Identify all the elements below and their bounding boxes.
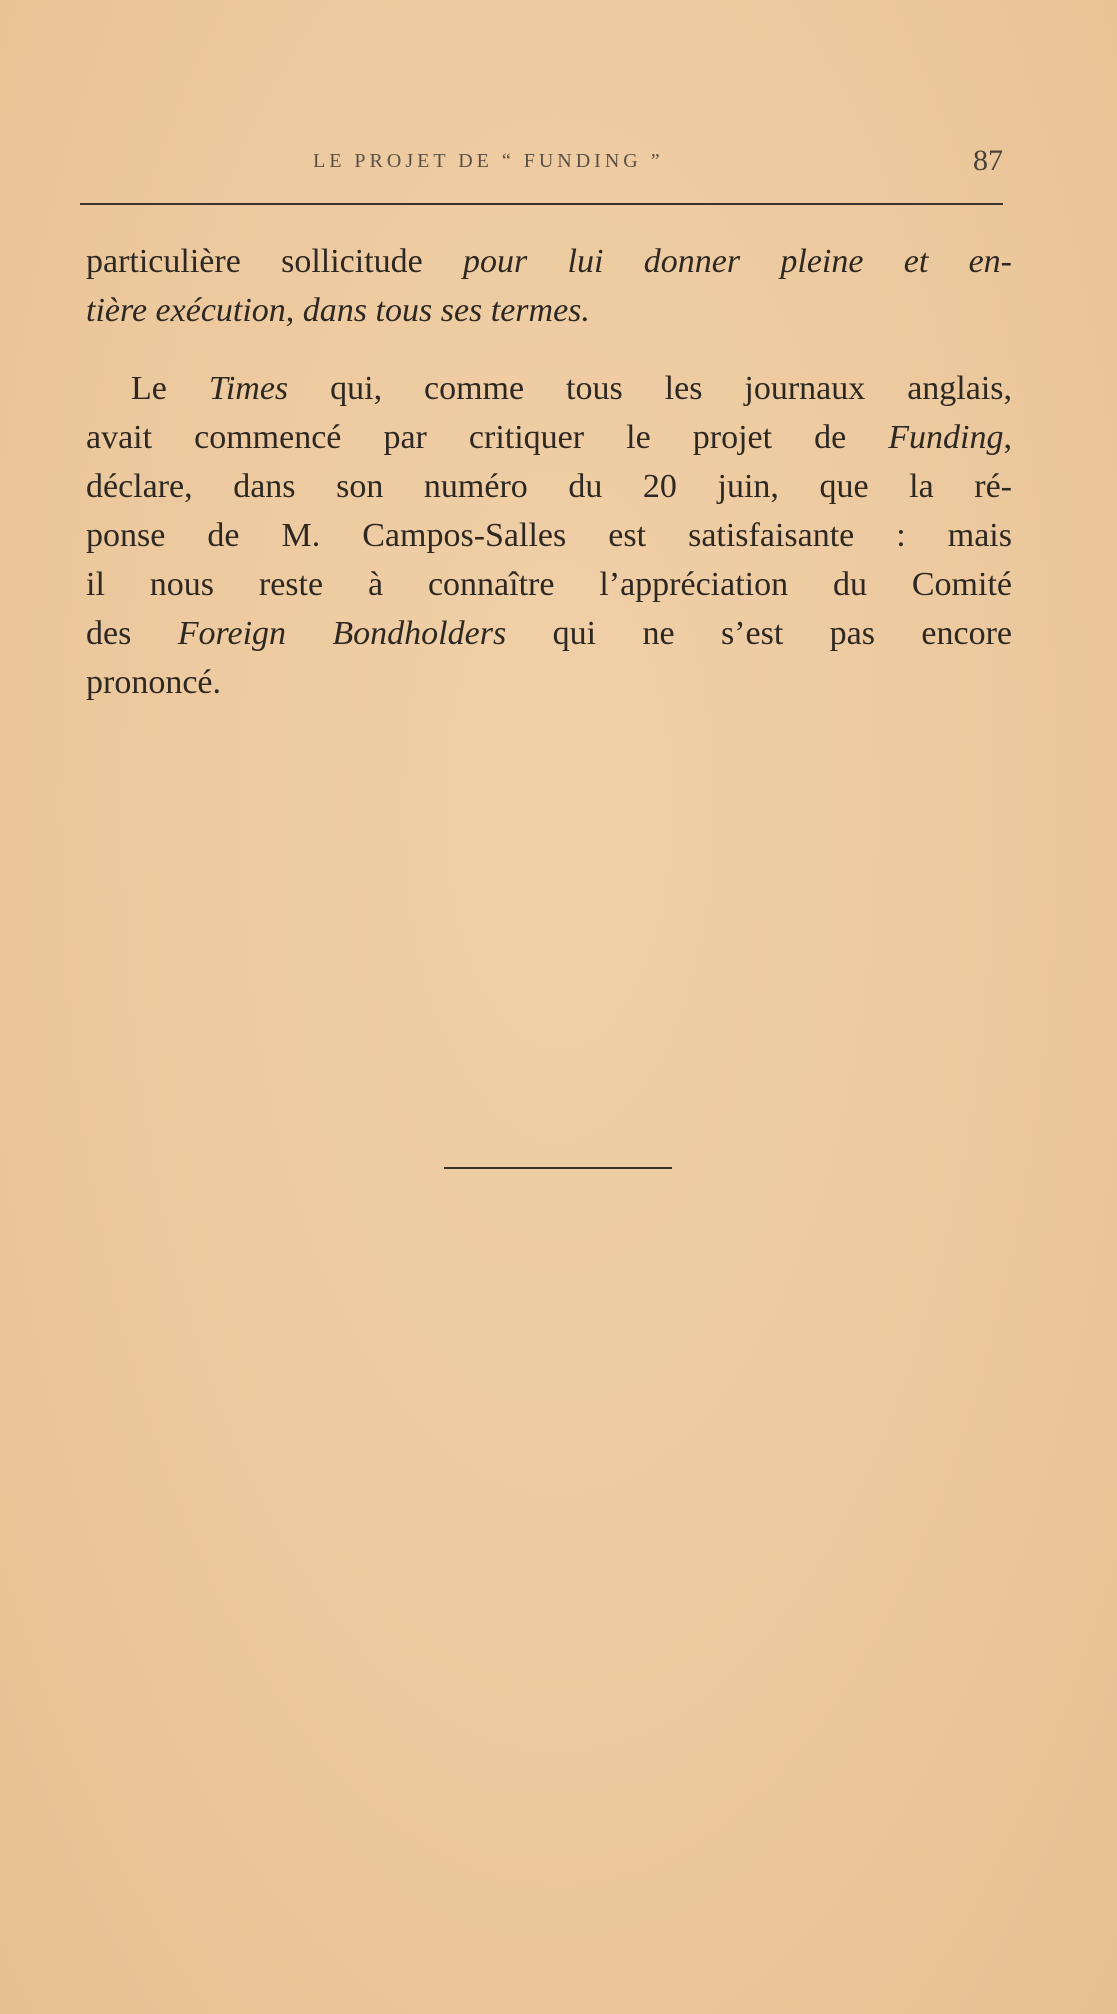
header-rule [80,203,1003,205]
end-of-chapter-rule [444,1167,672,1169]
body-text [86,237,1012,707]
text-line [86,237,1012,286]
text-run: ponse de M. Campos-Salles est satisfaisante : mais [86,517,1012,554]
page-number: 87 [973,144,1003,177]
text-line [86,511,1012,560]
paragraph-continuation [86,237,1012,335]
text-line [86,413,1012,462]
text-run: prononcé. [86,664,222,701]
text-run: avait commencé par critiquer le projet de [86,419,889,456]
text-run: déclare, dans son numéro du 20 juin, que la ré- [86,468,1012,505]
italic-run: Foreign Bondholders [177,615,507,652]
text-run: Le [131,370,209,407]
italic-run: pour lui donner pleine et en- [463,243,1012,280]
text-line [86,658,1012,707]
text-line [86,364,1012,413]
text-line [86,286,1012,335]
text-run: il nous reste à connaître l’appréciation du Comité [86,566,1012,603]
text-run: qui, comme tous les journaux anglais, [288,370,1012,407]
italic-run: tière exécution, dans tous ses termes. [86,292,590,329]
text-run: qui ne s’est pas encore [506,615,1012,652]
text-line [86,462,1012,511]
running-title: LE PROJET DE “ FUNDING ” [313,150,664,172]
text-run: particulière sollicitude [86,243,464,280]
text-line [86,560,1012,609]
italic-run: Funding [888,419,1004,456]
text-run: des [86,615,178,652]
italic-run: Times [208,370,289,407]
text-line [86,609,1012,658]
paragraph-times [86,364,1012,707]
running-head [85,144,1005,184]
text-run: , [1003,419,1012,456]
